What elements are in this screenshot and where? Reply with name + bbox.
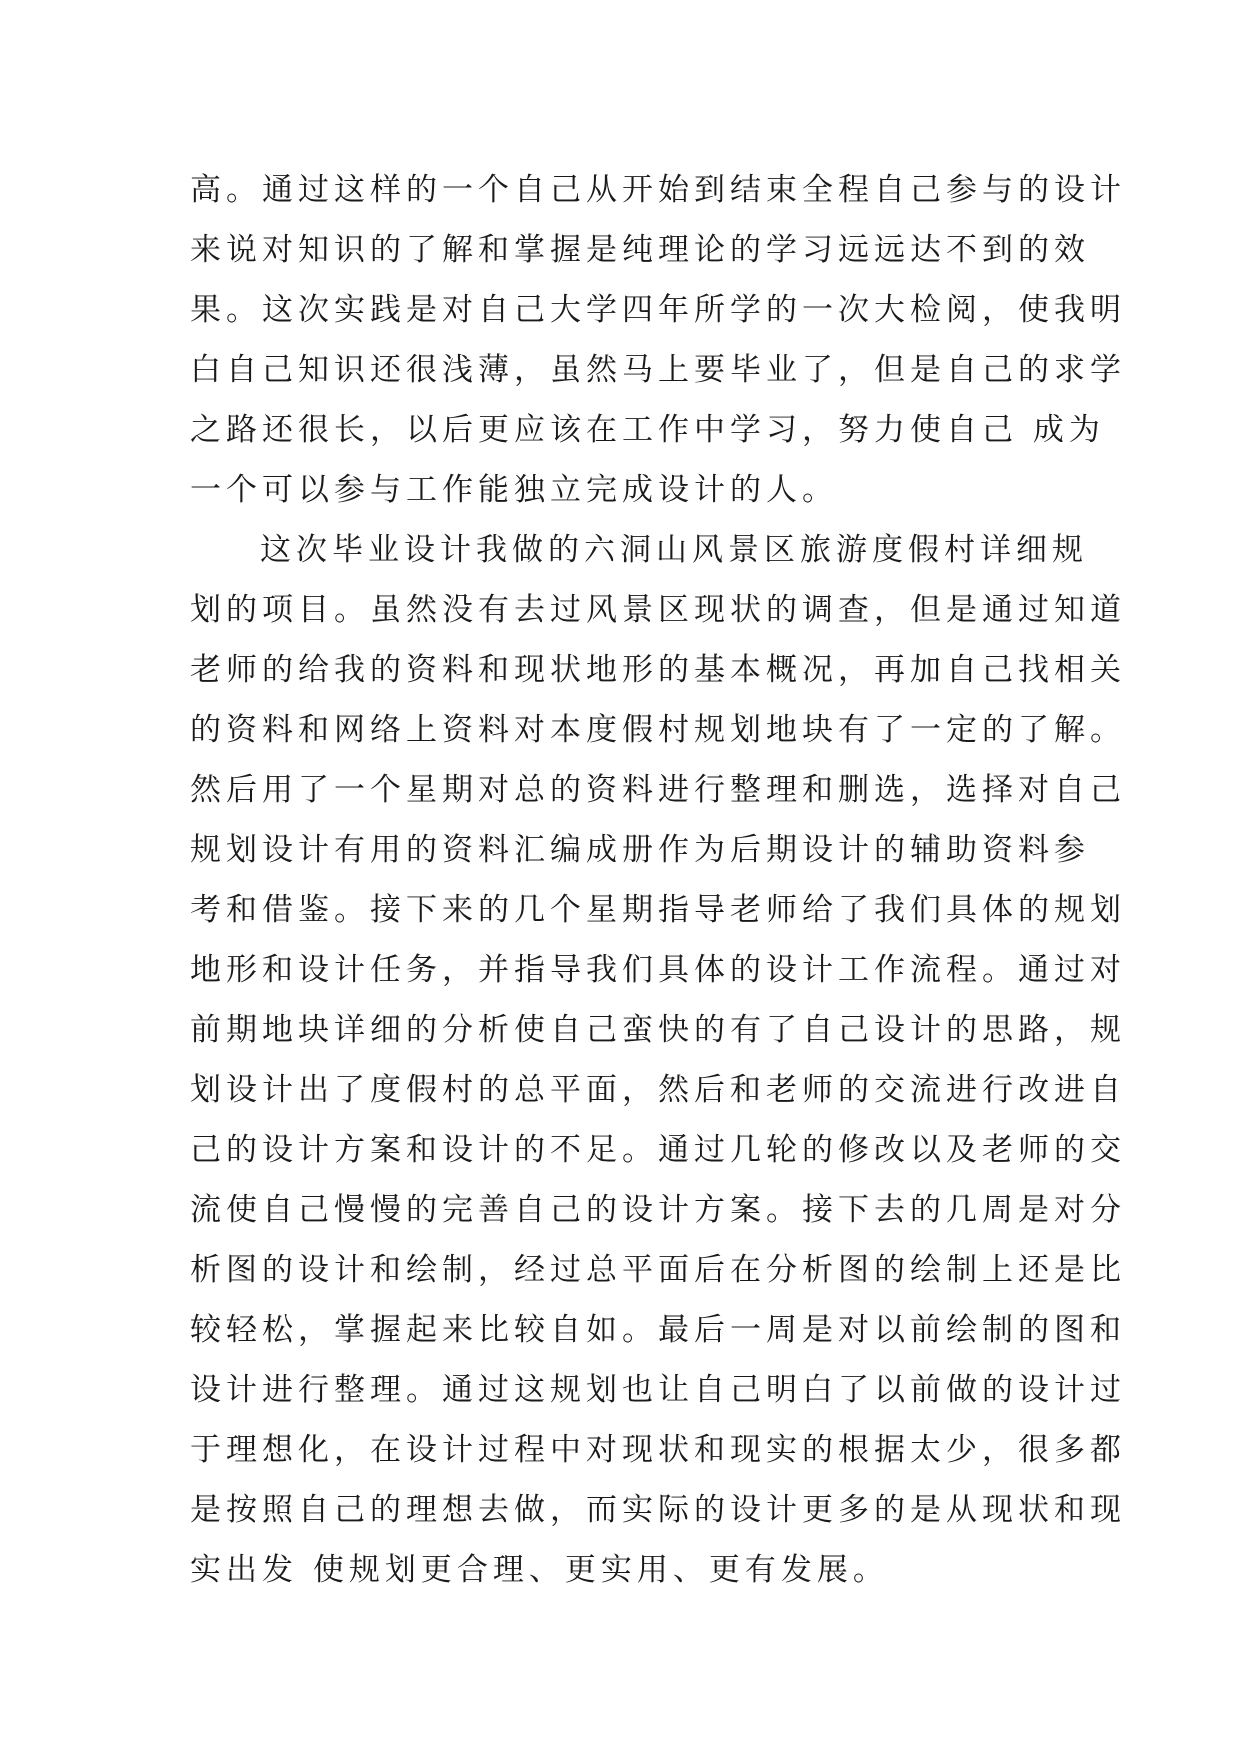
text-line: 规划设计有用的资料汇编成册作为后期设计的辅助资料参 xyxy=(190,832,1090,868)
paragraph-design-process xyxy=(190,520,1126,1600)
text-line: 设计进行整理。通过这规划也让自己明白了以前做的设计过 xyxy=(190,1372,1126,1408)
text-line: 划设计出了度假村的总平面，然后和老师的交流进行改进自 xyxy=(190,1072,1126,1108)
text-line: 于理想化，在设计过程中对现状和现实的根据太少，很多都 xyxy=(190,1432,1126,1468)
text-line: 考和借鉴。接下来的几个星期指导老师给了我们具体的规划 xyxy=(190,892,1126,928)
text-line: 流使自己慢慢的完善自己的设计方案。接下去的几周是对分 xyxy=(190,1192,1126,1228)
text-line: 果。这次实践是对自己大学四年所学的一次大检阅，使我明 xyxy=(190,292,1126,328)
text-line: 然后用了一个星期对总的资料进行整理和删选，选择对自己 xyxy=(190,772,1126,808)
text-line: 地形和设计任务，并指导我们具体的设计工作流程。通过对 xyxy=(190,952,1126,988)
text-line: 实出发 使规划更合理、更实用、更有发展。 xyxy=(190,1552,889,1588)
text-line: 较轻松，掌握起来比较自如。最后一周是对以前绘制的图和 xyxy=(190,1312,1126,1348)
text-line: 划的项目。虽然没有去过风景区现状的调查，但是通过知道 xyxy=(190,592,1126,628)
text-line: 是按照自己的理想去做，而实际的设计更多的是从现状和现 xyxy=(190,1492,1126,1528)
body-text xyxy=(190,160,1126,1600)
paragraph-conclusion xyxy=(190,160,1126,520)
text-line: 高。通过这样的一个自己从开始到结束全程自己参与的设计 xyxy=(190,172,1126,208)
text-line: 这次毕业设计我做的六洞山风景区旅游度假村详细规 xyxy=(260,532,1088,568)
text-line: 之路还很长，以后更应该在工作中学习，努力使自己 成为 xyxy=(190,412,1105,448)
text-line: 老师的给我的资料和现状地形的基本概况，再加自己找相关 xyxy=(190,652,1126,688)
text-line: 析图的设计和绘制，经过总平面后在分析图的绘制上还是比 xyxy=(190,1252,1126,1288)
text-line: 前期地块详细的分析使自己蛮快的有了自己设计的思路，规 xyxy=(190,1012,1126,1048)
text-line: 己的设计方案和设计的不足。通过几轮的修改以及老师的交 xyxy=(190,1132,1126,1168)
text-line: 一个可以参与工作能独立完成设计的人。 xyxy=(190,472,838,508)
text-line: 白自己知识还很浅薄，虽然马上要毕业了，但是自己的求学 xyxy=(190,352,1126,388)
text-line: 来说对知识的了解和掌握是纯理论的学习远远达不到的效 xyxy=(190,232,1090,268)
text-line: 的资料和网络上资料对本度假村规划地块有了一定的了解。 xyxy=(190,712,1126,748)
